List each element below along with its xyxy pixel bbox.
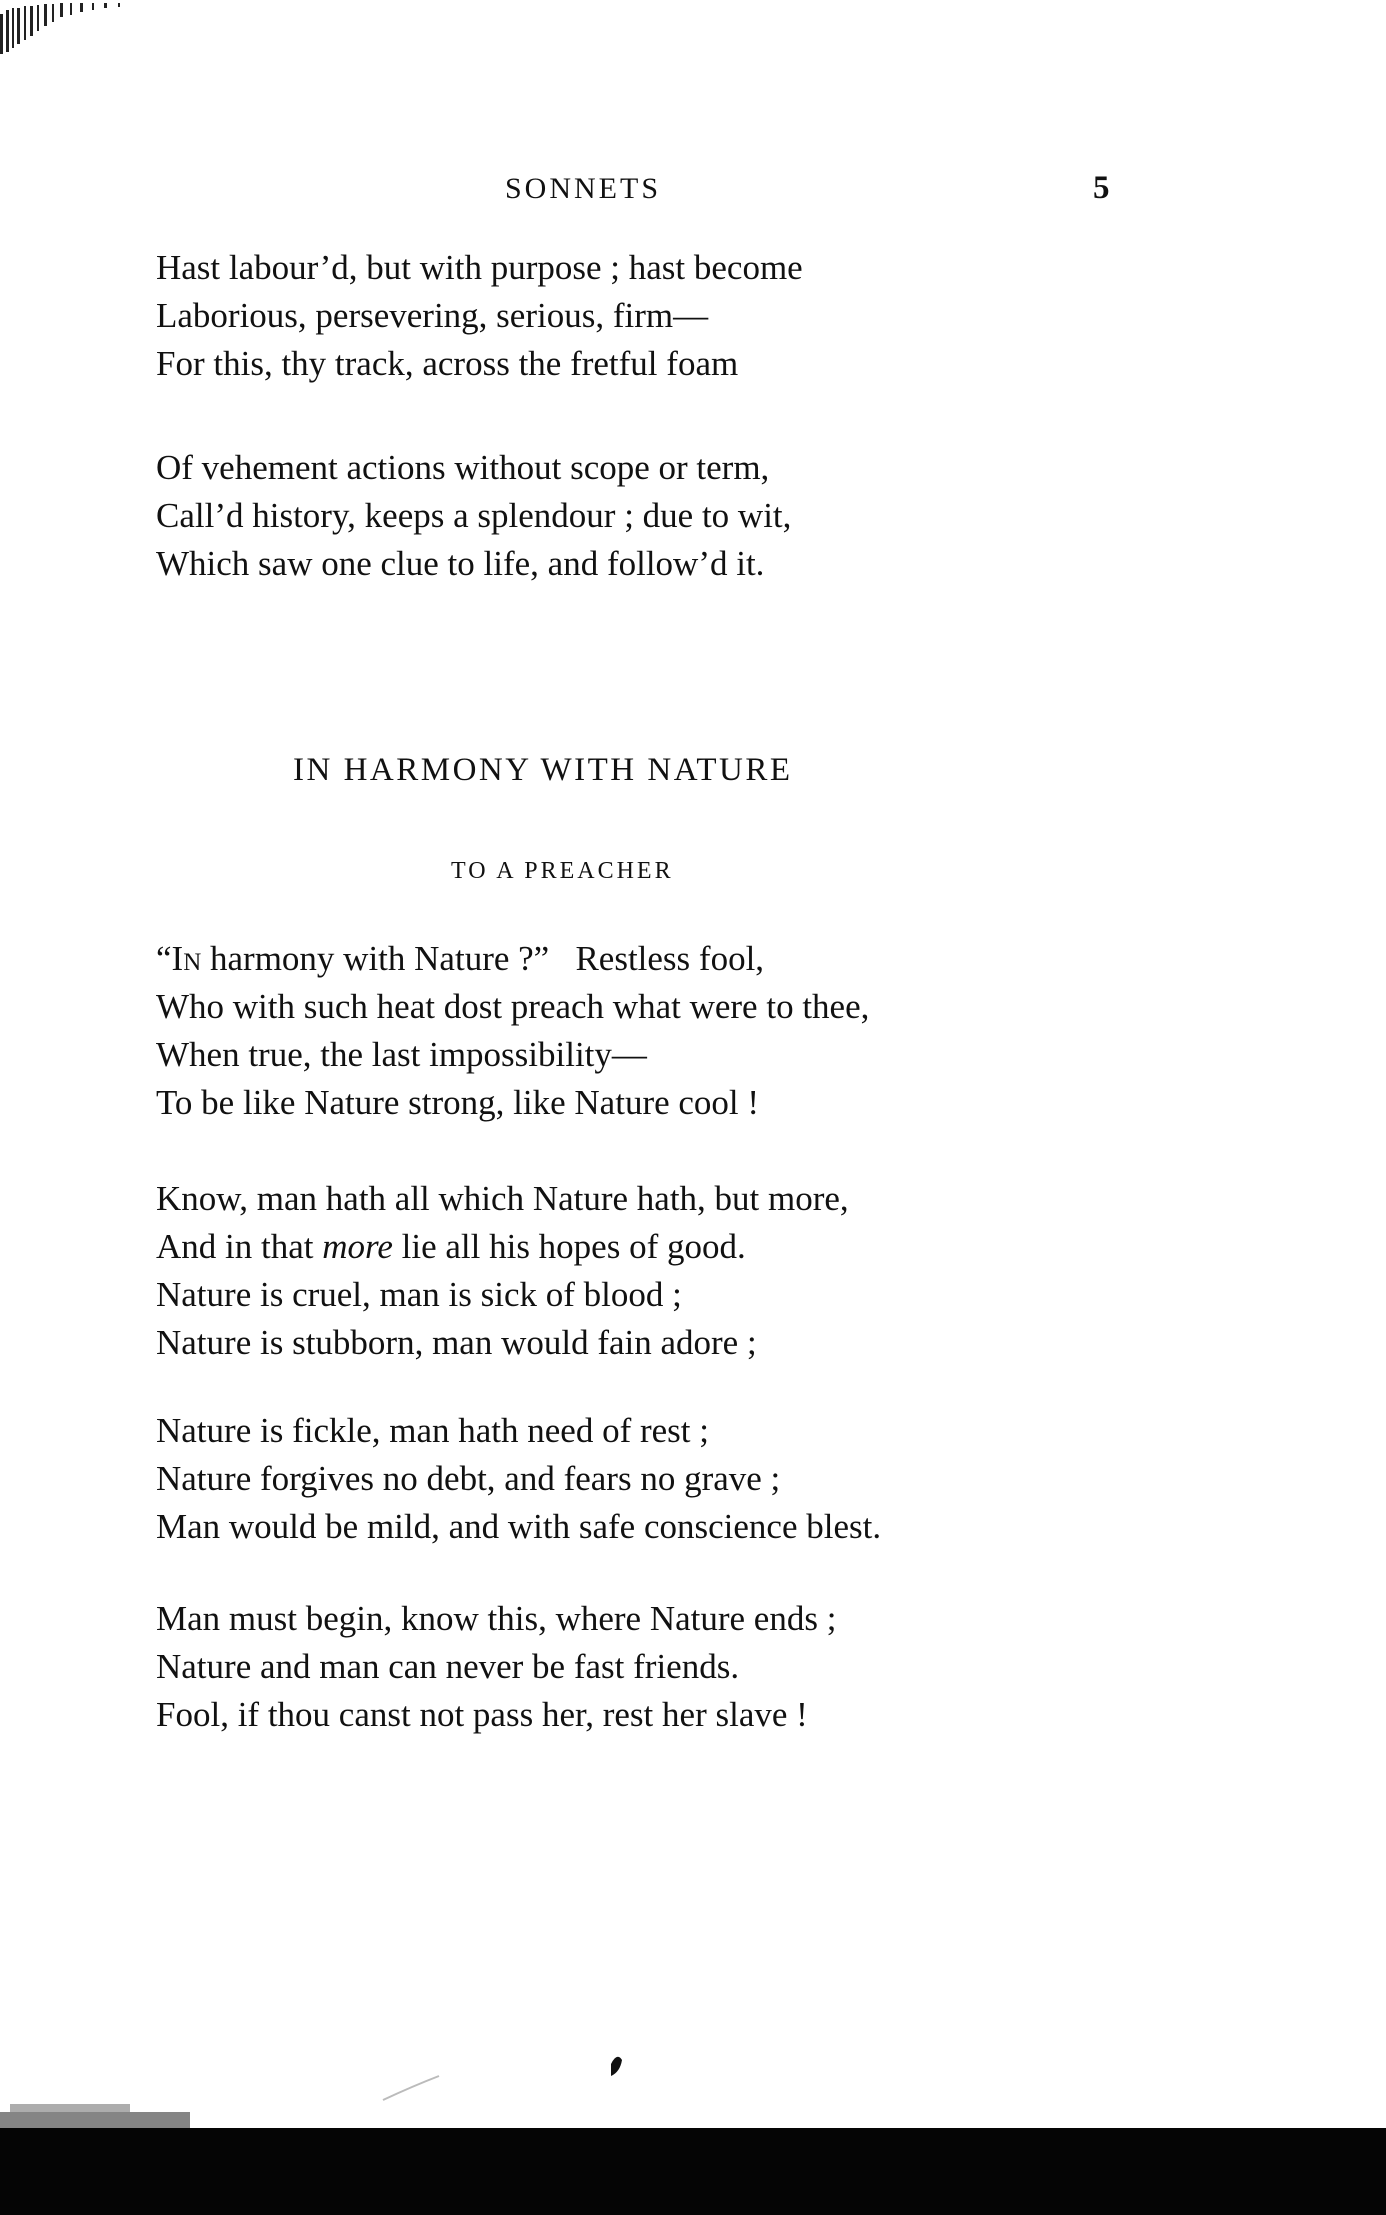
verse-line: Nature is fickle, man hath need of rest ; xyxy=(156,1411,709,1450)
running-head: SONNETS xyxy=(505,172,662,205)
page-number: 5 xyxy=(1093,170,1110,206)
line-after-italic: lie all his hopes of good. xyxy=(392,1227,746,1266)
verse-line: Nature and man can never be fast friends. xyxy=(156,1647,740,1686)
verse-line: Hast labour’d, but with purpose ; hast become xyxy=(156,248,803,287)
line-before-italic: And in that xyxy=(156,1227,323,1266)
first-line-rest: harmony with Nature ?” Restless fool, xyxy=(201,939,765,978)
poem-title: IN HARMONY WITH NATURE xyxy=(293,752,793,788)
verse-line: Nature is cruel, man is sick of blood ; xyxy=(156,1275,682,1314)
poem-subtitle: TO A PREACHER xyxy=(451,858,674,884)
verse-line: Man would be mild, and with safe conscience blest. xyxy=(156,1507,882,1546)
verse-line: When true, the last impossibility— xyxy=(156,1035,647,1074)
scan-edge-bar xyxy=(0,2128,1386,2215)
small-caps-word: In xyxy=(171,939,202,978)
top-left-scan-streak xyxy=(0,3,120,54)
bullet-mark xyxy=(611,2057,622,2076)
bottom-left-scan-noise xyxy=(0,2104,190,2128)
verse-line: Call’d history, keeps a splendour ; due to wit, xyxy=(156,496,792,535)
verse-line: Nature is stubborn, man would fain adore ; xyxy=(156,1323,757,1362)
verse-line: Of vehement actions without scope or term, xyxy=(156,448,770,487)
open-quote: “ xyxy=(156,939,172,978)
verse-line: Which saw one clue to life, and follow’d it. xyxy=(156,544,765,583)
verse-line: Nature forgives no debt, and fears no grave ; xyxy=(156,1459,781,1498)
faint-stroke xyxy=(383,2076,439,2100)
verse-line: For this, thy track, across the fretful foam xyxy=(156,344,739,383)
verse-line: Who with such heat dost preach what were to thee, xyxy=(156,987,870,1026)
verse-line: Fool, if thou canst not pass her, rest her slave ! xyxy=(156,1695,808,1734)
verse-line: To be like Nature strong, like Nature cool ! xyxy=(156,1083,760,1122)
verse-line: Laborious, persevering, serious, firm— xyxy=(156,296,709,335)
verse-line: Know, man hath all which Nature hath, but more, xyxy=(156,1179,849,1218)
verse-line: Man must begin, know this, where Nature ends ; xyxy=(156,1599,837,1638)
italic-word: more xyxy=(322,1227,393,1266)
